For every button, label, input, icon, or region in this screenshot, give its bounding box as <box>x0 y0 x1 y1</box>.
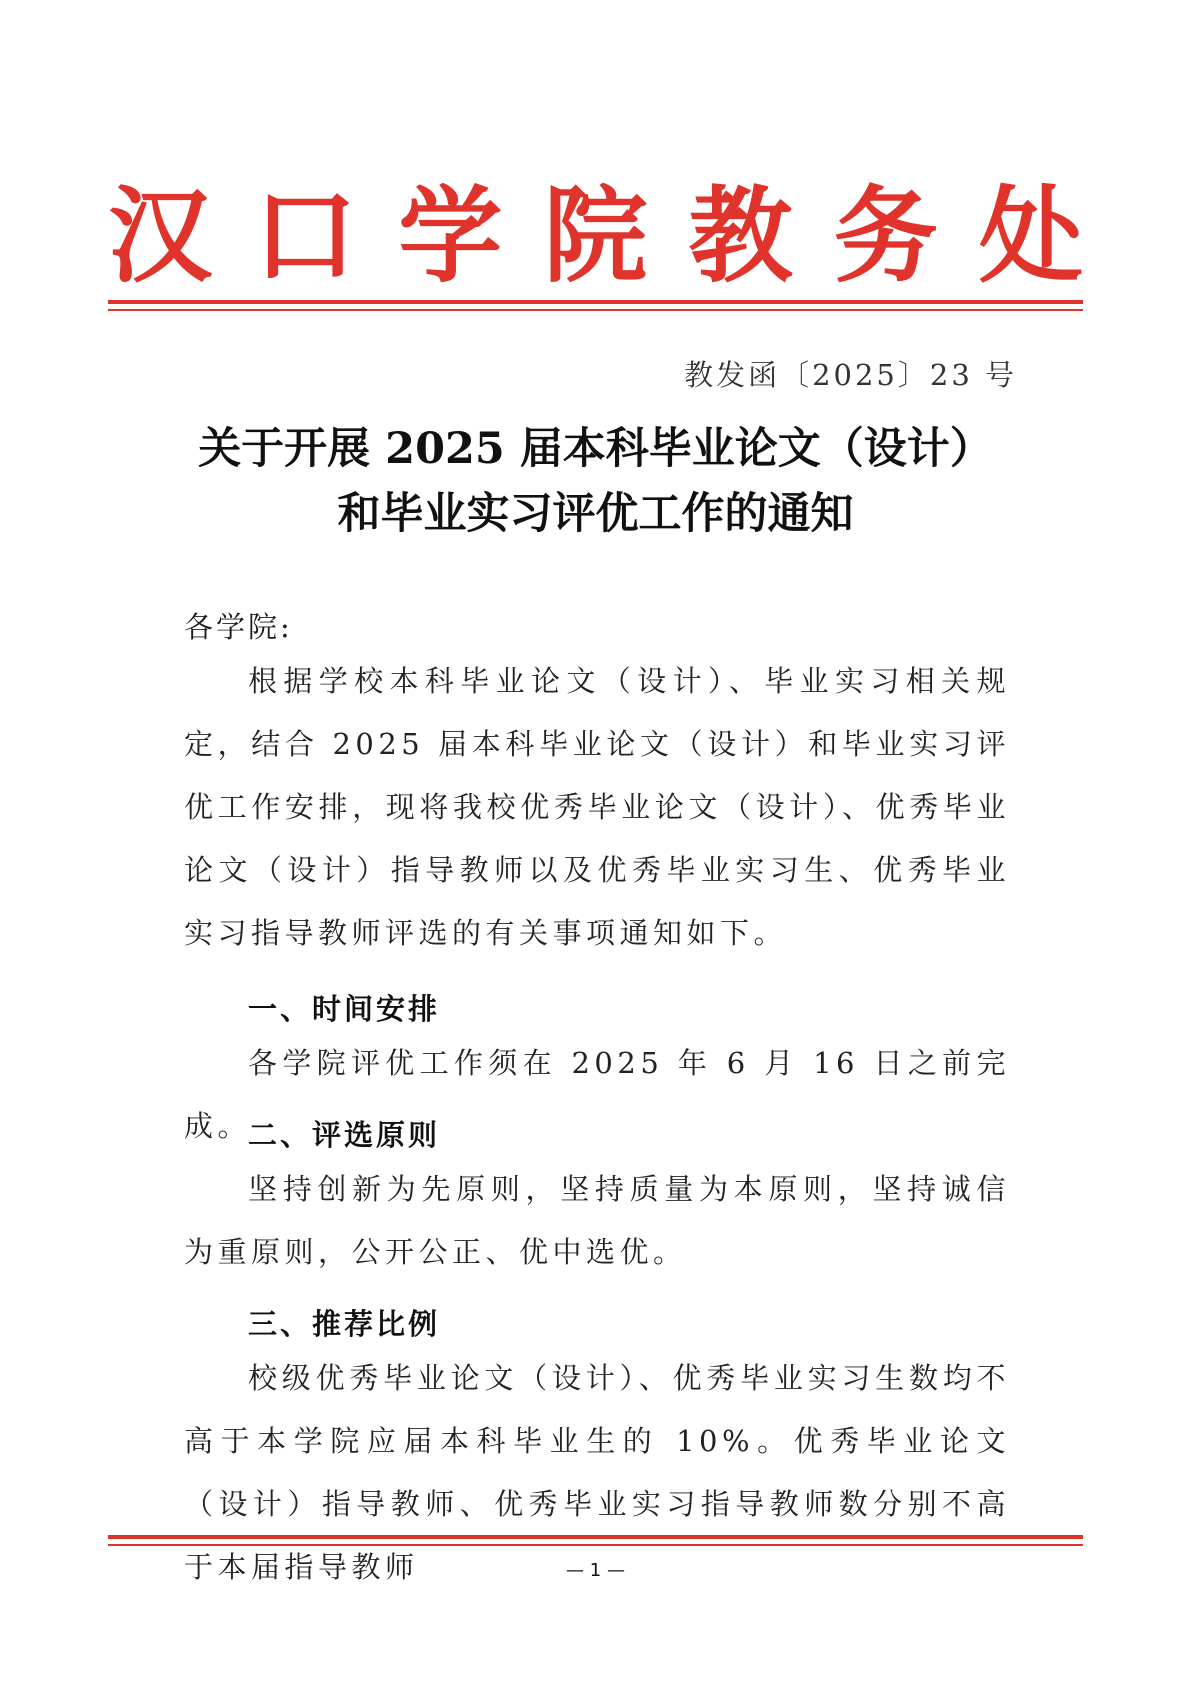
header-rule-thin <box>108 309 1083 311</box>
section-body: 各学院评优工作须在 2025 年 6 月 16 日之前完成。 <box>184 1046 1010 1143</box>
header-char: 学 <box>398 175 503 297</box>
page-number: — 1 — <box>566 1560 625 1581</box>
section-heading: 三、推荐比例 <box>248 1307 441 1341</box>
header-char: 口 <box>253 175 358 297</box>
section-heading: 一、时间安排 <box>248 992 441 1026</box>
document-title-line-2: 和毕业实习评优工作的通知 <box>337 489 854 539</box>
section-heading: 二、评选原则 <box>248 1118 441 1152</box>
institution-header <box>108 176 1083 296</box>
section-body: 校级优秀毕业论文（设计）、优秀毕业实习生数均不高于本学院应届本科毕业生的 10%。优秀毕业论文（设计）指导教师、优秀毕业实习指导教师数分别不高于本届指导教师 <box>184 1361 1010 1584</box>
salutation: 各学院: <box>184 610 293 644</box>
header-char: 处 <box>978 175 1083 297</box>
header-char: 院 <box>543 175 648 297</box>
header-char: 教 <box>688 175 793 297</box>
document-number: 教发函〔2025〕23 号 <box>684 358 1017 392</box>
intro-paragraph: 根据学校本科毕业论文（设计）、毕业实习相关规定，结合 2025 届本科毕业论文（设计）和毕业实习评优工作安排，现将我校优秀毕业论文（设计）、优秀毕业论文（设计）指导教师以及优秀毕业实习生、优秀毕业实习指导教师评选的有关事项通知如下。 <box>184 664 1010 950</box>
footer-rule-thick <box>108 1535 1083 1539</box>
document-title-line-1: 关于开展 2025 届本科毕业论文（设计） <box>198 424 993 474</box>
header-rule-thick <box>108 300 1083 304</box>
section-body: 坚持创新为先原则，坚持质量为本原则，坚持诚信为重原则，公开公正、优中选优。 <box>184 1172 1010 1269</box>
footer-rule-thin <box>108 1544 1083 1546</box>
header-char: 务 <box>833 175 938 297</box>
header-char: 汉 <box>108 175 213 297</box>
